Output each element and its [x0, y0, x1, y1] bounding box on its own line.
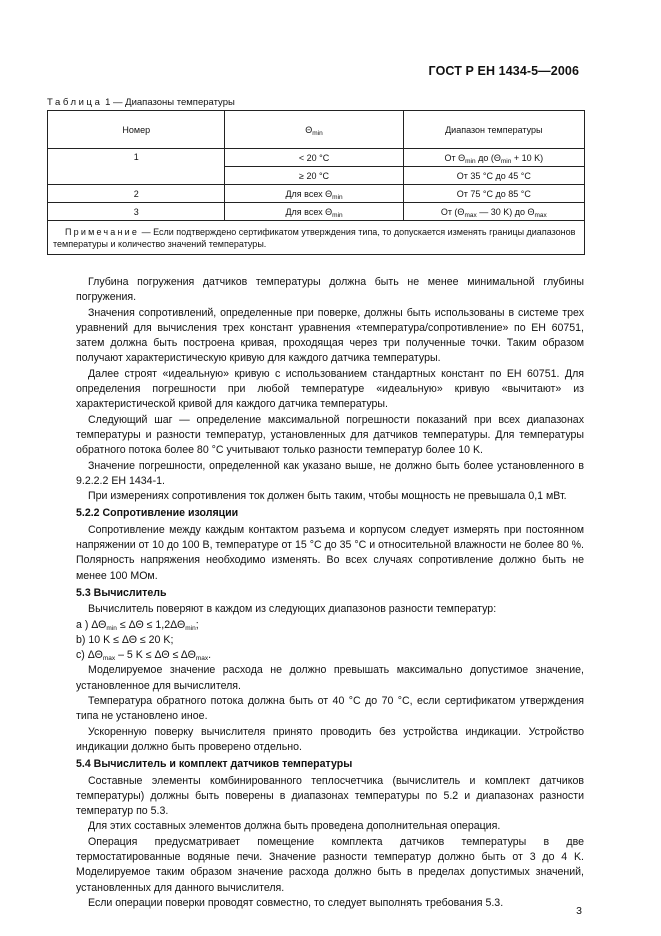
paragraph: Если операции поверки проводят совместно, то следует выполнять требования 5.3. — [88, 896, 504, 909]
paragraph: Далее строят «идеальную» кривую с использованием стандартных констант по ЕН 60751. Для определения погрешности при любой температуре «идеальную» кривую «вычитают» из характеристической кривой для каждого датчика температуры. — [76, 367, 584, 411]
table-row — [48, 149, 585, 167]
paragraph: Значение погрешности, определенной как указано выше, не должно быть более установленного в 9.2.2.2 ЕН 1434-1. — [76, 459, 584, 487]
header-temperature-range: Диапазон температуры — [403, 111, 584, 149]
table-row — [48, 185, 585, 203]
header-theta-min: $\Theta_{min}$ — [225, 111, 403, 149]
page-number: 3 — [576, 905, 582, 917]
paragraph: Температура обратного потока должна быть от 40 °C до 70 °C, если сертификатом утверждения типа не установлено иное. — [76, 695, 584, 723]
row-range: От $\Theta_{min}$ до ($\Theta_{min} + 10$ K) — [403, 149, 584, 167]
paragraph: Операция предусматривает помещение комплекта датчиков температуры в две термостатированные водяные печи. Значение разности температур должно быть от 3 до 4 K. Моделируемое таким образом значение расхода должно быть в пределах допустимых значений, установленных для данного вычислителя. — [76, 835, 584, 894]
note-text: — Если подтверждено сертификатом утверждения типа, то допускается изменять границы диапазонов температуры и количество значений температуры. — [53, 227, 576, 249]
table-header-row — [48, 111, 585, 149]
section-heading-5-4: 5.4 Вычислитель и комплект датчиков температуры — [76, 758, 353, 771]
table-note — [48, 221, 585, 255]
paragraph: Следующий шаг — определение максимальной погрешности показаний при всех диапазонах температуры и разности температур, установленных для датчиков температуры. Для температуры обратного потока более 80 °C учитывают только разности температур более 10 K. — [76, 413, 584, 457]
document-header: ГОСТ Р ЕН 1434-5—2006 — [428, 64, 579, 78]
paragraph: Сопротивление между каждым контактом разъема и корпусом следует измерять при постоянном напряжении от 10 до 100 В, температуре от 15 °C до 35 °C и относительной влажности не более 80 %. Полярность напряжения необходимо изменять. Во всех случаях сопротивление должно быть не менее 100 МОм. — [76, 523, 584, 582]
row-number: 1 — [48, 149, 225, 185]
row-range: От ($\Theta_{max}$ — 30 K) до $\Theta_{max}$ — [403, 203, 584, 221]
paragraph: Значения сопротивлений, определенные при поверке, должны быть использованы в системе трех уравнений для вычисления трех констант уравнения «температура/сопротивление» по ЕН 60751, затем должна быть построена кривая, проходящая через три полученные точки. Таким образом получают характеристическую кривую для каждого датчика температуры. — [76, 306, 584, 365]
row-number: 2 — [48, 185, 225, 203]
paragraph: Глубина погружения датчиков температуры должна быть не менее минимальной глубины погружения. — [76, 276, 584, 304]
body-text — [76, 275, 584, 911]
section-heading-5-3: 5.3 Вычислитель — [76, 586, 167, 599]
table-caption-title: 1 — Диапазоны температуры — [102, 97, 235, 108]
row-number: 3 — [48, 203, 225, 221]
row-range: От 35 °C до 45 °C — [403, 167, 584, 185]
table-caption — [47, 97, 235, 108]
table-caption-word: Таблица — [47, 97, 103, 108]
paragraph: Моделируемое значение расхода не должно превышать максимально допустимое значение, установленное для вычислителя. — [76, 664, 584, 692]
table-row — [48, 203, 585, 221]
temperature-ranges-table — [47, 110, 585, 255]
list-item-b: b) 10 K ≤ ΔΘ ≤ 20 K; — [76, 633, 174, 646]
list-item-a: a ) $\Delta\Theta_{min} \le \Delta\Theta \le 1,2\Delta\Theta_{min}$; — [76, 618, 199, 632]
header-number: Номер — [48, 111, 225, 149]
row-theta: ≥ 20 °C — [225, 167, 403, 185]
paragraph: Ускоренную поверку вычислителя принято проводить без устройства индикации. Устройство индикации должно быть проверено отдельно. — [76, 725, 584, 753]
list-item-c: c) $\Delta\Theta_{max} - 5$ $K \le \Delta\Theta \le \Delta\Theta_{max}$. — [76, 649, 212, 663]
paragraph: Составные элементы комбинированного теплосчетчика (вычислитель и комплект датчиков температуры) должны быть поверены в диапазонах температуры по 5.2 и диапазонах разности температур по 5.3. — [76, 774, 584, 818]
paragraph: При измерениях сопротивления ток должен быть таким, чтобы мощность не превышала 0,1 мВт. — [88, 490, 567, 503]
row-theta: Для всех $\Theta_{min}$ — [225, 185, 403, 203]
row-range: От 75 °C до 85 °C — [403, 185, 584, 203]
section-heading-5-2-2: 5.2.2 Сопротивление изоляции — [76, 507, 239, 520]
table-note-row — [48, 221, 585, 255]
paragraph: Для этих составных элементов должна быть проведена дополнительная операция. — [88, 820, 501, 833]
row-theta: Для всех $\Theta_{min}$ — [225, 203, 403, 221]
paragraph: Вычислитель поверяют в каждом из следующих диапазонов разности температур: — [88, 603, 497, 616]
row-theta: < 20 °C — [225, 149, 403, 167]
note-label: Примечание — [65, 227, 140, 237]
